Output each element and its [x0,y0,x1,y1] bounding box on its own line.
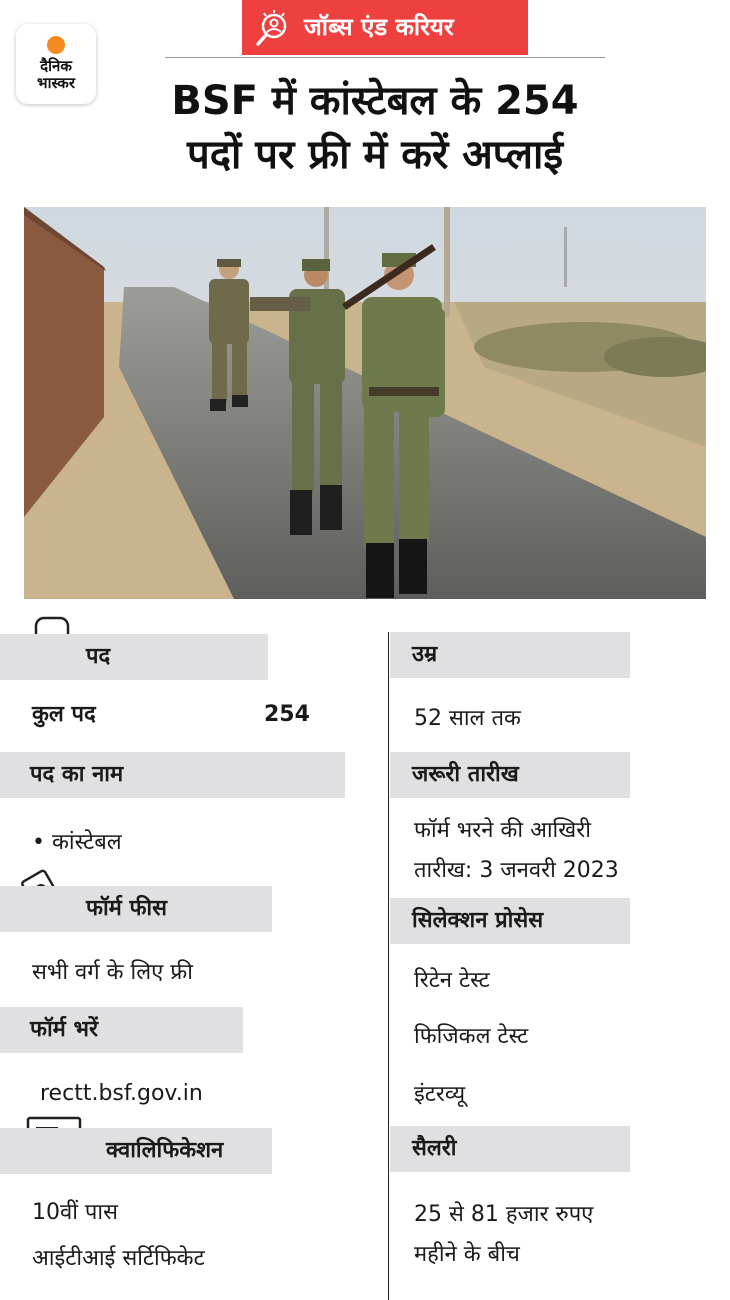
salary-line2: महीने के बीच [414,1242,520,1267]
qualification-item-1: 10वीं पास [32,1200,118,1225]
job-search-icon [254,8,294,48]
age-text: 52 साल तक [414,706,521,731]
salary-heading-bar [390,1126,630,1172]
headline-line2: पदों पर फ्री में करें अप्लाई [187,132,563,178]
age-heading: उम्र [412,642,438,667]
selection-heading: सिलेक्शन प्रोसेस [412,908,544,933]
section-tag [242,0,528,55]
salary-line1: 25 से 81 हजार रुपए [414,1202,594,1227]
posts-heading: पद [86,644,111,669]
dates-line1: फॉर्म भरने की आखिरी [414,818,591,843]
header-rule [165,57,605,58]
post-name-heading-bar [0,752,345,798]
selection-item-2: फिजिकल टेस्ट [414,1024,529,1049]
section-tag-label: जॉब्स एंड करियर [304,13,454,41]
selection-item-1: रिटेन टेस्ट [414,968,490,993]
logo-line2: भास्कर [37,74,75,92]
post-name-item: • कांस्टेबल [32,830,122,855]
sun-icon [47,36,65,54]
photo-illustration [24,207,706,599]
selection-item-3: इंटरव्यू [414,1082,466,1107]
dates-heading-bar [390,752,630,798]
column-divider [388,632,389,1300]
total-posts-label: कुल पद [32,702,96,727]
apply-link[interactable]: rectt.bsf.gov.in [40,1081,203,1106]
total-posts-value: 254 [264,702,310,727]
dates-line2: तारीख: 3 जनवरी 2023 [414,858,619,883]
fee-text: सभी वर्ग के लिए फ्री [32,960,193,985]
headline-line1: BSF में कांस्टेबल के 254 [171,78,579,124]
qualification-item-2: आईटीआई सर्टिफिकेट [32,1246,205,1271]
fee-heading-bar [0,886,272,932]
posts-heading-bar [0,634,268,680]
salary-heading: सैलरी [412,1136,457,1161]
apply-heading-bar [0,1007,243,1053]
qualification-heading: क्वालिफिकेशन [106,1138,224,1163]
soldiers-walking-photo [24,207,706,599]
headline [40,74,710,182]
dates-heading: जरूरी तारीख [412,762,519,787]
fee-heading: फॉर्म फीस [86,896,168,921]
age-heading-bar [390,632,630,678]
apply-heading: फॉर्म भरें [30,1017,98,1042]
logo-line1: दैनिक [40,57,72,75]
post-name-heading: पद का नाम [30,762,124,787]
selection-heading-bar [390,898,630,944]
qualification-heading-bar [0,1128,272,1174]
